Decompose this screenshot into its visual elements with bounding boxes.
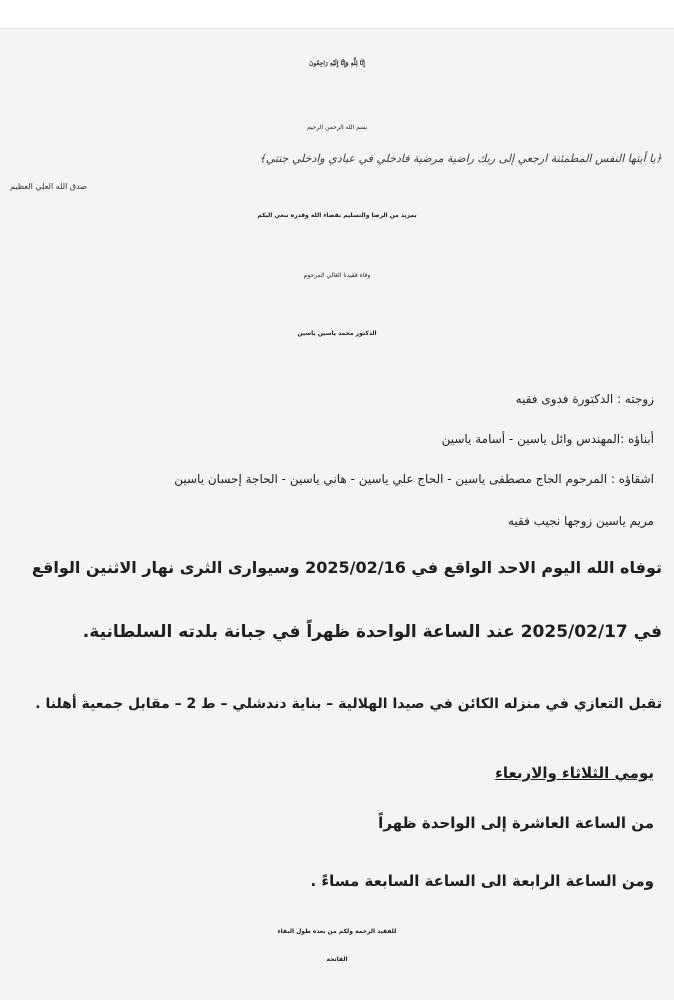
deceased-lead: وفاة فقيدنا الغالي المرحوم [303,272,371,279]
sons-line: أبناؤه :المهندس وائل ياسين - أسامة ياسين [441,432,654,446]
top-band [0,0,674,29]
time-line-1: من الساعة العاشرة إلى الواحدة ظهراً [378,814,654,832]
siblings-line: اشقاؤه : المرحوم الحاج مصطفى ياسين - الحاج علي ياسين - هاني ياسين - الحاجة إحسان ياسين [174,472,654,486]
quran-verse-title: إِنَّا لِلَّهِ وَإِنَّا إِلَيْهِ رَاجِعُونَ [309,60,365,67]
days-heading: يومي الثلاثاء والاربعاء [495,764,654,782]
condolences-line: تقبل التعازي في منزله الكائن في صيدا الهلالية – بناية دندشلي – ط 2 – مقابل جمعية أهلنا . [35,696,662,712]
death-line-1: توفاه الله اليوم الاحد الواقع في 2025/02/16 وسيوارى الثرى نهار الاثنين الواقع [31,558,662,577]
wife-line: زوجته : الدكتورة فدوى فقيه [515,392,654,406]
time-line-2: ومن الساعة الرابعة الى الساعة السابعة مساءً . [310,872,654,890]
death-line-2: في 2025/02/17 عند الساعة الواحدة ظهراً في جبانة بلدته السلطانية. [82,622,662,642]
announcement: بمزيد من الرضا والتسليم بقضاء الله وقدره ننعي اليكم [257,212,417,219]
basmala: بسم الله الرحمن الرحيم [306,124,368,131]
fatiha-line: الفاتحة [326,956,348,963]
sister-line: مريم ياسين زوجها نجيب فقيه [508,514,654,528]
deceased-name: الدكتور محمد ياسين ياسين [297,330,377,337]
sadaq-allah: صدق الله العلي العظيم [10,182,88,191]
closing-line: للفقيد الرحمة ولكم من بعده طول البقاء [277,928,397,935]
quran-verse: ﴿يا أيتها النفس المطمئنة ارجعي إلى ربك راضية مرضية فادخلي في عبادي وادخلي جنتي﴾ [259,152,662,165]
